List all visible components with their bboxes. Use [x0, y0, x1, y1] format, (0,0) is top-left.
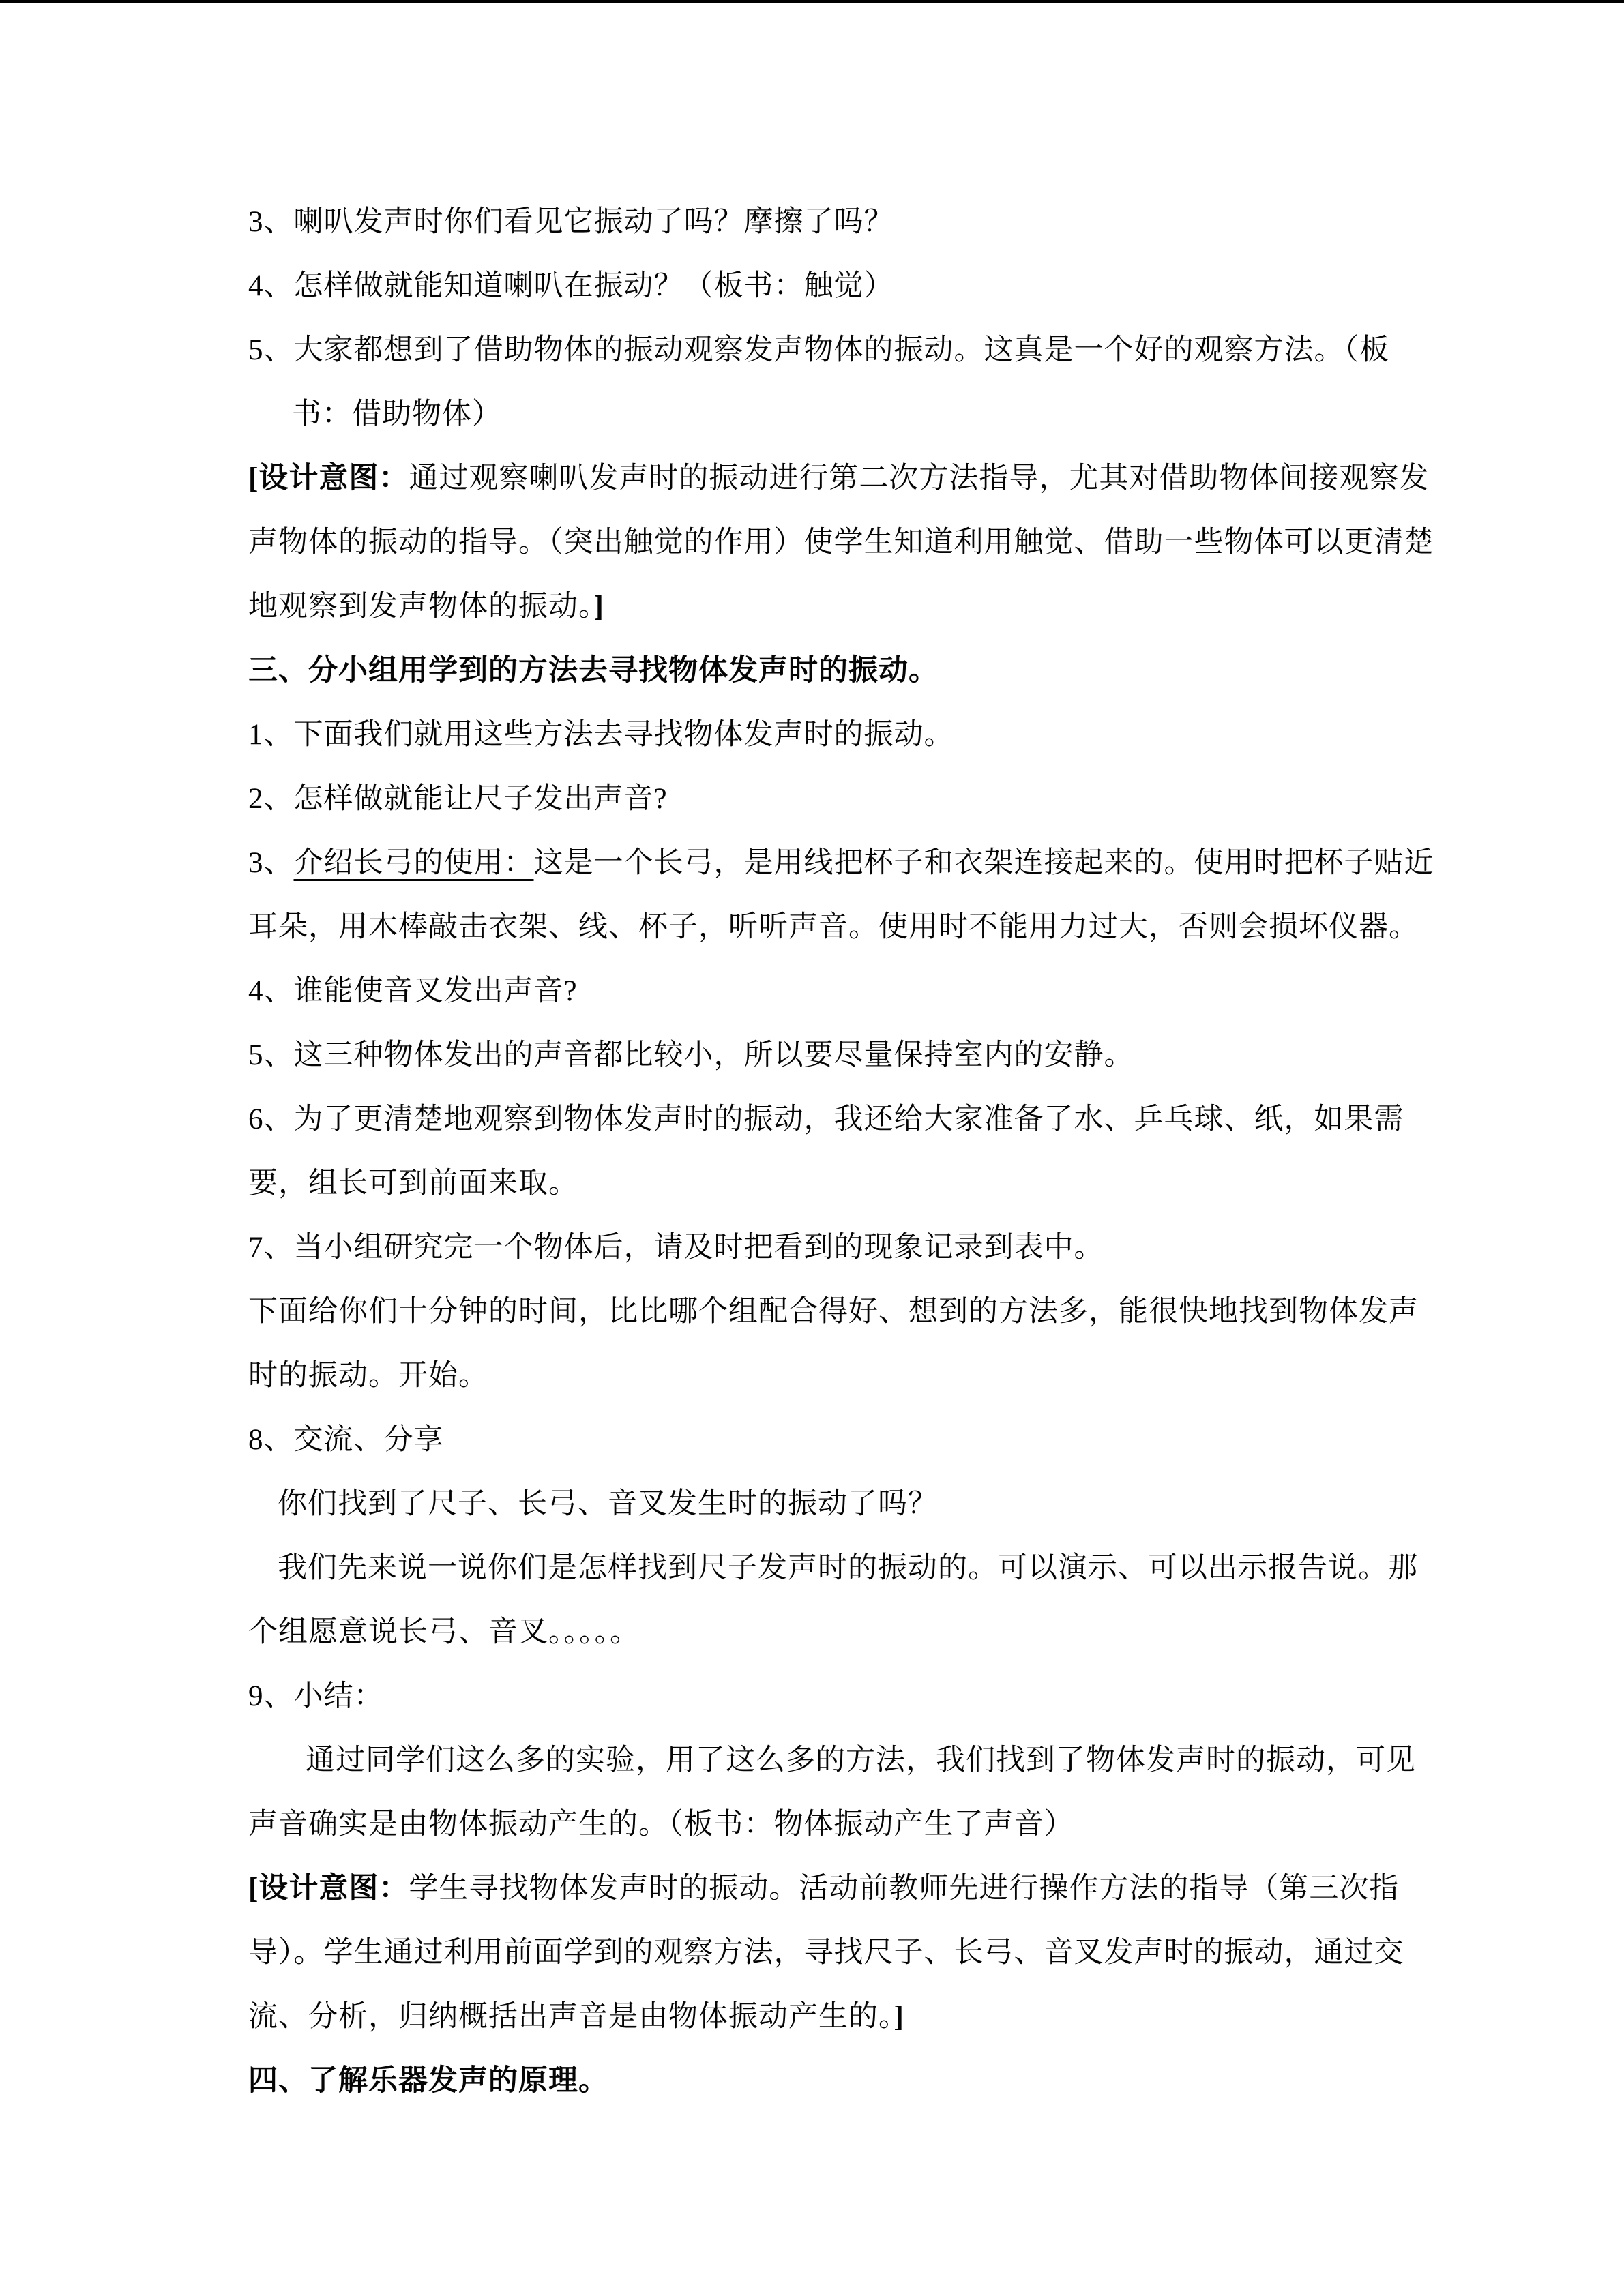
text-segment: 7、当小组研究完一个物体后，请及时把看到的现象记录到表中。	[248, 1232, 1104, 1264]
text-segment: 要，组长可到前面来取。	[248, 1167, 578, 1199]
text-segment: ]	[894, 2001, 904, 2033]
document-body	[248, 205, 1434, 2128]
text-segment: 耳朵，用木棒敲击衣架、线、杯子，听听声音。使用时不能用力过大，否则会损坏仪器。	[248, 911, 1419, 943]
text-segment: 我们先来说一说你们是怎样找到尺子发声时的振动的。可以演示、可以出示报告说。那	[278, 1552, 1418, 1584]
text-segment: 通过观察喇叭发声时的振动进行第二次方法指导，尤其对借助物体间接观察发	[409, 462, 1430, 494]
text-segment: [设计意图：	[248, 1873, 409, 1905]
text-segment: 书：借助物体）	[292, 398, 502, 430]
scan-edge-artifact	[0, 0, 1624, 3]
text-segment: [设计意图：	[248, 462, 409, 494]
text-segment: 个组愿意说长弓、音叉。。。。。	[248, 1616, 640, 1648]
text-line-27	[248, 1871, 1421, 1935]
text-segment: 3、喇叭发声时你们看见它振动了吗？摩擦了吗？	[248, 206, 894, 238]
text-line-15	[248, 1102, 1421, 1166]
text-segment: 通过同学们这么多的实验，用了这么多的方法，我们找到了物体发声时的振动，可见	[306, 1744, 1416, 1776]
text-line-2	[248, 269, 1421, 333]
text-segment: 8、交流、分享	[248, 1424, 444, 1456]
text-line-9	[248, 717, 1421, 781]
text-segment: 时的振动。开始。	[248, 1360, 488, 1392]
text-line-6	[248, 525, 1434, 589]
text-line-13	[248, 974, 1421, 1038]
text-line-23	[248, 1615, 1421, 1679]
text-segment: 介绍长弓的使用：	[293, 847, 534, 879]
text-line-12	[248, 910, 1421, 974]
text-segment: 学生寻找物体发声时的振动。活动前教师先进行操作方法的指导（第三次指	[409, 1873, 1400, 1905]
text-segment: 流、分析，归纳概括出声音是由物体振动产生的。	[248, 2001, 894, 2033]
text-segment: 你们找到了尺子、长弓、音叉发生时的振动了吗？	[278, 1488, 938, 1520]
text-segment: 四、了解乐器发声的原理。	[248, 2065, 608, 2097]
text-line-19	[248, 1358, 1421, 1422]
text-line-4	[248, 397, 1421, 461]
text-segment: ]	[593, 591, 604, 623]
text-segment: 3、	[248, 847, 294, 879]
text-segment: 6、为了更清楚地观察到物体发声时的振动，我还给大家准备了水、乒乓球、纸，如果需	[248, 1103, 1404, 1135]
text-line-10	[248, 781, 1421, 846]
text-segment: 9、小结：	[248, 1680, 384, 1712]
text-segment: 地观察到发声物体的振动。	[248, 591, 594, 623]
text-segment: 导）。学生通过利用前面学到的观察方法，寻找尺子、长弓、音叉发声时的振动，通过交	[248, 1937, 1404, 1969]
text-line-25	[248, 1743, 1421, 1807]
text-line-18	[248, 1294, 1421, 1358]
text-segment: 声物体的振动的指导。（突出触觉的作用）使学生知道利用触觉、借助一些物体可以更清楚	[248, 526, 1434, 558]
text-line-14	[248, 1038, 1421, 1102]
text-segment: 下面给你们十分钟的时间，比比哪个组配合得好、想到的方法多，能很快地找到物体发声	[248, 1296, 1419, 1328]
text-line-8	[248, 653, 1421, 717]
text-segment: 5、大家都想到了借助物体的振动观察发声物体的振动。这真是一个好的观察方法。（板	[248, 334, 1389, 366]
text-line-1	[248, 205, 1421, 269]
text-line-3	[248, 333, 1421, 397]
text-line-5	[248, 461, 1430, 525]
text-segment: 4、谁能使音叉发出声音?	[248, 975, 578, 1007]
text-line-21	[248, 1487, 1421, 1551]
text-segment: 声音确实是由物体振动产生的。（板书：物体振动产生了声音）	[248, 1808, 1074, 1840]
text-segment: 1、下面我们就用这些方法去寻找物体发声时的振动。	[248, 719, 954, 751]
text-segment: 5、这三种物体发出的声音都比较小，所以要尽量保持室内的安静。	[248, 1039, 1134, 1071]
text-line-26	[248, 1807, 1421, 1871]
text-segment: 2、怎样做就能让尺子发出声音?	[248, 783, 668, 815]
text-line-7	[248, 589, 1421, 653]
text-segment: 三、分小组用学到的方法去寻找物体发声时的振动。	[248, 655, 939, 687]
text-line-24	[248, 1679, 1421, 1743]
text-line-30	[248, 2063, 1421, 2128]
text-line-16	[248, 1166, 1421, 1230]
text-line-11	[248, 846, 1434, 910]
text-line-17	[248, 1230, 1421, 1294]
text-line-28	[248, 1935, 1421, 1999]
text-segment: 4、怎样做就能知道喇叭在振动？（板书：触觉）	[248, 270, 894, 302]
text-line-29	[248, 1999, 1421, 2063]
text-segment: 这是一个长弓，是用线把杯子和衣架连接起来的。使用时把杯子贴近	[533, 847, 1434, 879]
text-line-20	[248, 1422, 1421, 1487]
text-line-22	[248, 1551, 1421, 1615]
